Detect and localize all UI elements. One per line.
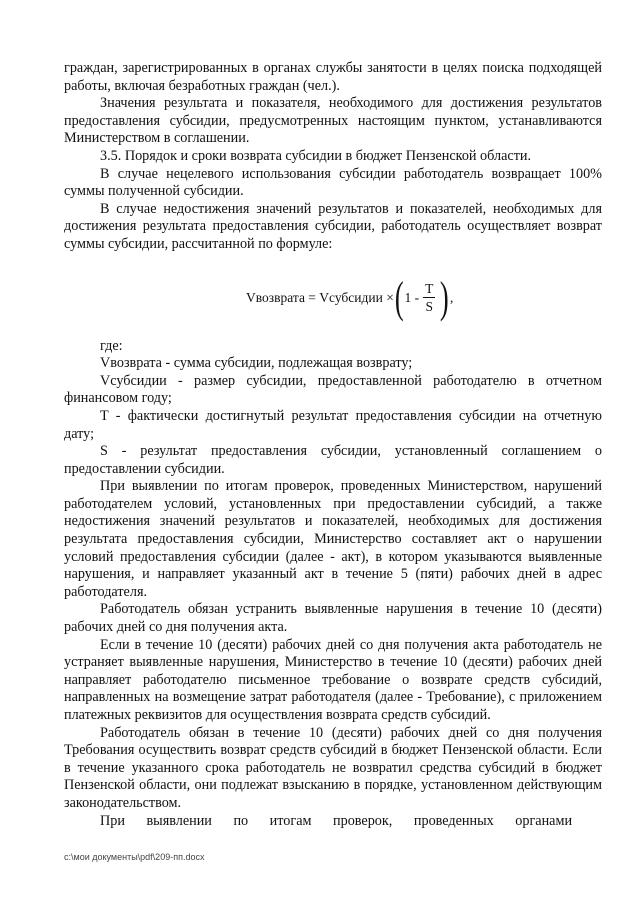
- formula-trailing-comma: ,: [450, 289, 454, 305]
- definition-where: где:: [100, 337, 123, 354]
- definition-t: T - фактически достигнутый результат предоставления субсидии на отчетную дату;: [64, 407, 602, 442]
- formula-open-paren: (: [394, 272, 404, 322]
- document-page: [64, 60, 602, 830]
- formula-left: Vвозврата = Vсубсидии ×: [246, 289, 394, 305]
- formula-fraction: [423, 281, 435, 314]
- definition-v-subsidy: Vсубсидии - размер субсидии, предоставленной работодателю в отчетном финансовом году;: [64, 372, 602, 407]
- paragraph-results-values: Значения результата и показателя, необходимого для достижения результатов предоставления субсидии, предусмотренных настоящим пунктом, устанавливаются Министерством в соглашении.: [64, 95, 602, 147]
- return-formula: [64, 272, 602, 322]
- formula-denominator: S: [425, 299, 433, 315]
- paragraph-inspection-bodies: При выявлении по итогам проверок, проведенных органами: [100, 812, 573, 829]
- definition-s: S - результат предоставления субсидии, установленный соглашением о предоставлении субсидии.: [64, 443, 602, 477]
- paragraph-fix-deadline: Работодатель обязан устранить выявленные нарушения в течение 10 (десяти) рабочих дней со дня получения акта.: [64, 601, 602, 636]
- formula-numerator: T: [425, 281, 434, 297]
- paragraph-inspection-act: При выявлении по итогам проверок, проведенных Министерством, нарушений работодателем условий, установленных при предоставлении субсидий, а также недостижения значений результатов и показателей, необходимых для достижения результата предоставления субсидии, Министерство составляет акт о нарушении условий предоставления субсидии (далее - акт), в котором указываются выявленные нарушения, и направляет указанный акт в течение 5 (пяти) рабочих дней в адрес работодателя.: [64, 478, 602, 600]
- paragraph-misuse-return: В случае нецелевого использования субсидии работодатель возвращает 100% суммы полученной субсидии.: [64, 165, 602, 200]
- section-heading-3-5: 3.5. Порядок и сроки возврата субсидии в бюджет Пензенской области.: [100, 147, 532, 164]
- paragraph-formula-intro: В случае недостижения значений результатов и показателей, необходимых для достижения результата предоставления субсидии, работодатель осуществляет возврат суммы субсидии, рассчитанной по формуле:: [64, 200, 602, 252]
- paragraph-requirement: Если в течение 10 (десяти) рабочих дней со дня получения акта работодатель не устраняет выявленные нарушения, Министерство в течение 10 (десяти) рабочих дней направляет работодателю письменное требование о возврате средств субсидий, направленных на возмещение затрат работодателя (далее - Требование), с приложением платежных реквизитов для осуществления возврата средств субсидий.: [64, 636, 602, 723]
- formula-one-minus: 1 -: [404, 289, 420, 305]
- formula-close-paren: ): [440, 272, 450, 322]
- file-path-footer: c:\мои документы\pdf\209-пп.docx: [64, 852, 205, 862]
- paragraph-return-obligation: Работодатель обязан в течение 10 (десяти) рабочих дней со дня получения Требования осуществить возврат средств субсидий в бюджет Пензенской области. Если в течение указанного срока работодатель не возвратил средства субсидий в бюджет Пензенской области, они подлежат взысканию в порядке, установленном действующим законодательством.: [64, 724, 602, 811]
- definition-v-return: Vвозврата - сумма субсидии, подлежащая возврату;: [100, 355, 413, 372]
- paragraph-continuation: граждан, зарегистрированных в органах службы занятости в целях поиска подходящей работы, включая безработных граждан (чел.).: [64, 60, 602, 94]
